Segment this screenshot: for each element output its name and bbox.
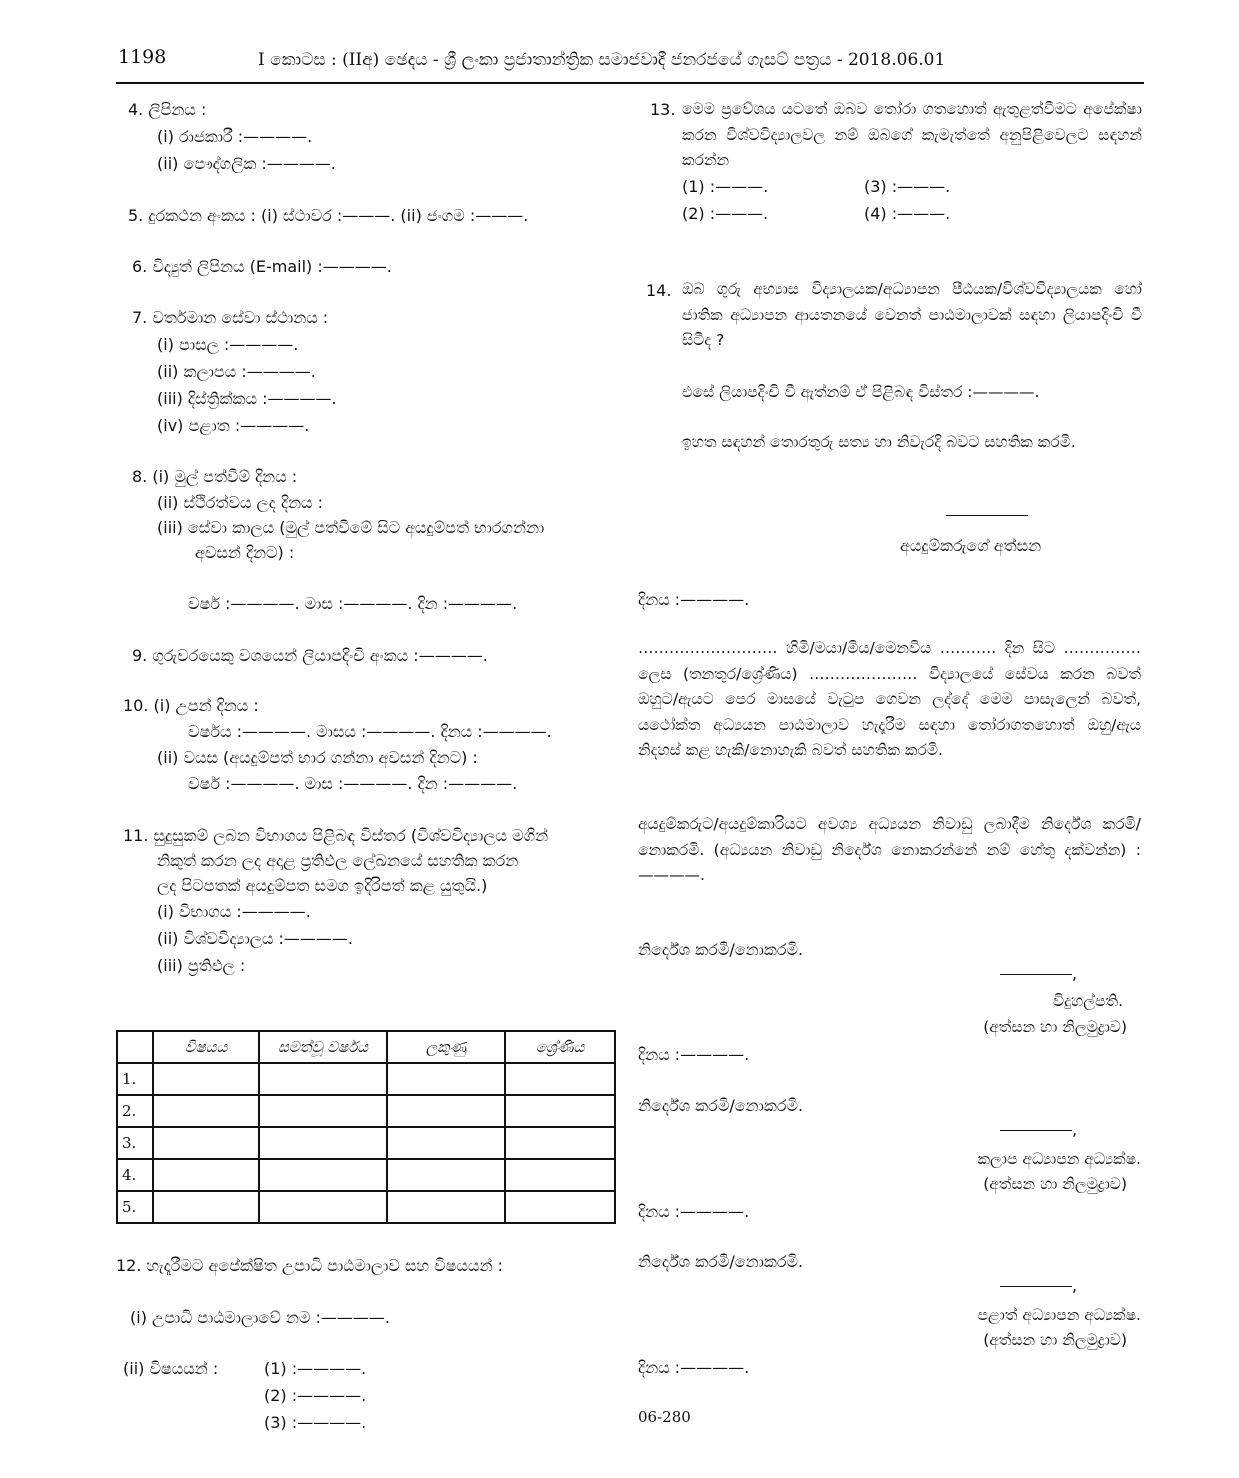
q13-choice-2: (2) :———. (682, 204, 769, 223)
page-header-title: I කොටස : (IIඅ) ඡෙදය - ශ්‍රී ලංකා ප්‍රජාතාන්ත්‍රික සමාජවාදී ජනරජයේ ගැසට් පත්‍රය - 2018.06.01 (258, 50, 946, 70)
row-number: 1. (117, 1063, 153, 1095)
q4-personal-address: (ii) පෞද්ගලික :————. (157, 154, 336, 173)
principal-title: විදුහල්පති. (1052, 992, 1123, 1010)
q5-phone: 5. දුරකථන අංකය : (i) ස්ථාවර :———. (ii) ජංගම :———. (128, 206, 529, 225)
q11-exam-details-2: නිකුත් කරන ලද අදාළ ප්‍රතිඵල ලේඛනයේ සහතික කරන (157, 851, 519, 870)
zonal-director-seal-label: (අත්සන හා නිලමුද්‍රාව) (983, 1175, 1127, 1193)
q7-province: (iv) පළාත :————. (157, 416, 310, 435)
table-cell (259, 1095, 387, 1127)
q7-workplace: 7. වර්තමාන සේවා ස්ථානය : (132, 308, 329, 327)
q10-birth-date: 10. (i) උපන් දිනය : (123, 696, 259, 715)
table-header-marks: ලකුණු (387, 1031, 505, 1063)
q10-age-values: වර්ෂ :————. මාස :————. දින :————. (188, 774, 518, 793)
table-row (117, 1095, 615, 1127)
q13-university-preferences: මෙම ප්‍රවේශය යටතේ ඔබව තෝරා ගතහොත් ඇතුළත්වීමට අපේක්ෂා කරන විශ්වවිද්‍යාලවල නම් ඔබගේ කැමැත්තේ අනුපිළිවෙලට සඳහන් කරන්න (682, 100, 1142, 169)
results-table-header (117, 1031, 615, 1063)
row-number: 3. (117, 1127, 153, 1159)
table-cell (153, 1127, 259, 1159)
q12-subject-1: (1) :————. (264, 1359, 367, 1378)
table-cell (505, 1063, 615, 1095)
table-cell (387, 1127, 505, 1159)
table-cell (153, 1063, 259, 1095)
table-header-year-passed: සමත්වූ වර්ෂය (259, 1031, 387, 1063)
q9-registration-number: 9. ගුරුවරයෙකු වශයෙන් ලියාපදිංචි අංකය :————. (132, 646, 488, 665)
table-cell (153, 1095, 259, 1127)
q13-choice-4: (4) :———. (864, 204, 951, 223)
q8-service-period: (iii) සේවා කාලය (මුල් පත්වීමේ සිට අයදුම්පත් භාරගන්නා (157, 518, 545, 537)
provincial-director-seal-label: (අත්සන හා නිලමුද්‍රාව) (983, 1331, 1127, 1349)
row-number: 5. (117, 1191, 153, 1223)
q4-address: 4. ලිපිනය : (128, 100, 207, 119)
table-cell (153, 1191, 259, 1223)
q11-exam-details-3: ලද පිටපතක් අයදුම්පත සමග ඉදිරිපත් කළ යුතුයි.) (157, 876, 488, 895)
signature-line (1000, 1286, 1072, 1287)
table-header-grade: ශ්‍රේණිය (505, 1031, 615, 1063)
table-cell (387, 1159, 505, 1191)
recommendation-3: නිර්දේශ කරමි/නොකරමි. (638, 1252, 804, 1271)
row-number: 2. (117, 1095, 153, 1127)
table-cell (153, 1159, 259, 1191)
q8-service-years: වර්ෂ :————. මාස :————. දින :————. (188, 594, 518, 613)
row-number: 4. (117, 1159, 153, 1191)
table-cell (505, 1159, 615, 1191)
zonal-director-title: කලාප අධ්‍යාපන අධ්‍යක්ෂ. (977, 1150, 1141, 1168)
provincial-director-title: පළාත් අධ්‍යාපන අධ්‍යක්ෂ. (977, 1306, 1141, 1324)
table-cell (259, 1127, 387, 1159)
table-cell (387, 1191, 505, 1223)
q12-subjects: (ii) විෂයයන් : (123, 1359, 219, 1378)
q14-registration-details: එසේ ලියාපදිංචි වී ඇත්නම් ඒ පිළිබඳ විස්තර :————. (682, 383, 1040, 401)
recommendation-1: නිර්දේශ කරමි/නොකරමි. (638, 940, 804, 959)
q10-birth-date-values: වර්ෂය :————. මාසය :————. දිනය :————. (188, 722, 552, 741)
q7-zone: (ii) කලාපය :————. (157, 362, 316, 381)
q11-results: (iii) ප්‍රතිඵල : (157, 956, 246, 975)
table-row (117, 1127, 615, 1159)
table-cell (505, 1191, 615, 1223)
signature-line (946, 515, 1028, 516)
q12-degree-name: (i) උපාධි පාඨමාලාවේ නම :————. (130, 1308, 390, 1327)
table-header-subject: විෂයය (153, 1031, 259, 1063)
table-row (117, 1063, 615, 1095)
q13-choice-1: (1) :———. (682, 177, 769, 196)
footer-code: 06-280 (638, 1408, 691, 1426)
header-rule (116, 82, 1144, 84)
q8-confirmation-date: (ii) ස්ථිරත්වය ලද දිනය : (157, 493, 324, 512)
study-leave-recommendation: අයදුම්කරුට/අයදුම්කාරියට අවශ්‍ය අධ්‍යයන නිවාඩු ලබාදීම නිර්දේශ කරමි/නොකරමි. (අධ්‍යයන නිවාඩු නිර්දේශ නොකරන්නේ නම් හේතු දක්වන්න) :————. (638, 815, 1141, 884)
principal-certification-text: ……………………… හිමි/මයා/මිය/මෙනවිය ……….. දින සිට …………… ලෙස (තනතුර/ශ්‍රේණිය) ………………… විද්‍යාලයේ සේවය කරන බවත් ඔහුට/ඇයට පෙර මාසයේ වැටුප ගෙවන ලද්දේ මෙම පාසැලෙන් බවත්, යථෝක්ත අධ්‍යයන පාඨමාලාව හැදෑරීම සඳහා තෝරාගතහොත් ඔහු/ඇය නිදහස් කළ හැකි/නොහැකි බවත් සහතික කරමි. (638, 639, 1141, 759)
date-field-4: දිනය :————. (638, 1358, 750, 1377)
principal-seal-label: (අත්සන හා නිලමුද්‍රාව) (983, 1018, 1127, 1036)
q12-degree-program: 12. හැදෑරීමට අපේක්ෂිත උපාධි පාඨමාලාව සහ විෂයයන් : (116, 1256, 503, 1275)
table-cell (387, 1063, 505, 1095)
q7-district: (iii) දිස්ත්‍රික්කය :————. (157, 389, 337, 408)
applicant-signature-label: අයදුම්කරුගේ අත්සන (900, 536, 1042, 555)
table-row (117, 1159, 615, 1191)
q12-subject-3: (3) :————. (264, 1413, 367, 1432)
recommendation-2: නිර්දේශ කරමි/නොකරමි. (638, 1096, 804, 1115)
q13-choice-3: (3) :———. (864, 177, 951, 196)
table-cell (259, 1191, 387, 1223)
results-table (116, 1030, 616, 1224)
table-cell (387, 1095, 505, 1127)
q12-subject-2: (2) :————. (264, 1386, 367, 1405)
table-cell (505, 1095, 615, 1127)
declaration-text: ඉහත සඳහන් තොරතුරු සත්‍ය හා නිවැරදි බවට සහතික කරමි. (682, 433, 1076, 451)
q11-university: (ii) විශ්වවිද්‍යාලය :————. (157, 929, 354, 948)
table-cell (259, 1063, 387, 1095)
table-row (117, 1191, 615, 1223)
signature-line (1000, 1130, 1072, 1131)
date-field-3: දිනය :————. (638, 1202, 750, 1221)
q11-exam: (i) විභාගය :————. (157, 902, 311, 921)
table-cell (505, 1127, 615, 1159)
table-header-cell (117, 1031, 153, 1063)
signature-line (1000, 974, 1072, 975)
q14-other-course-registration: ඔබ ගුරු අභ්‍යාස විද්‍යාලයක/අධ්‍යාපන පීඨයක/විශ්වවිද්‍යාලයක හෝ ජාතික අධ්‍යාපන ආයතනයේ වෙනත් පාඨමාලාවක් සඳහා ලියාපදිංචි වී සිටීද ? (682, 280, 1142, 349)
q8-first-appointment: 8. (i) මුල් පත්වීම් දිනය : (132, 467, 298, 486)
page-number: 1198 (118, 46, 167, 68)
q7-school: (i) පාසල :————. (157, 335, 299, 354)
q4-official-address: (i) රාජකාරී :————. (157, 127, 313, 146)
date-field-1: දිනය :————. (638, 590, 750, 609)
q14-number: 14. (646, 281, 672, 300)
q13-number: 13. (650, 100, 676, 119)
q6-email: 6. විද්‍යුත් ලිපිනය (E-mail) :————. (132, 257, 392, 276)
q11-exam-details: 11. සුදුසුකම් ලබන විභාගය පිළිබඳ විස්තර (විශ්වවිද්‍යාලය මගින් (123, 826, 549, 845)
q10-age: (ii) වයස (අයදුම්පත් භාර ගන්නා අවසන් දිනට) : (157, 748, 478, 767)
table-cell (259, 1159, 387, 1191)
date-field-2: දිනය :————. (638, 1045, 750, 1064)
q8-service-period-cont: අවසන් දිනට) : (195, 543, 295, 562)
